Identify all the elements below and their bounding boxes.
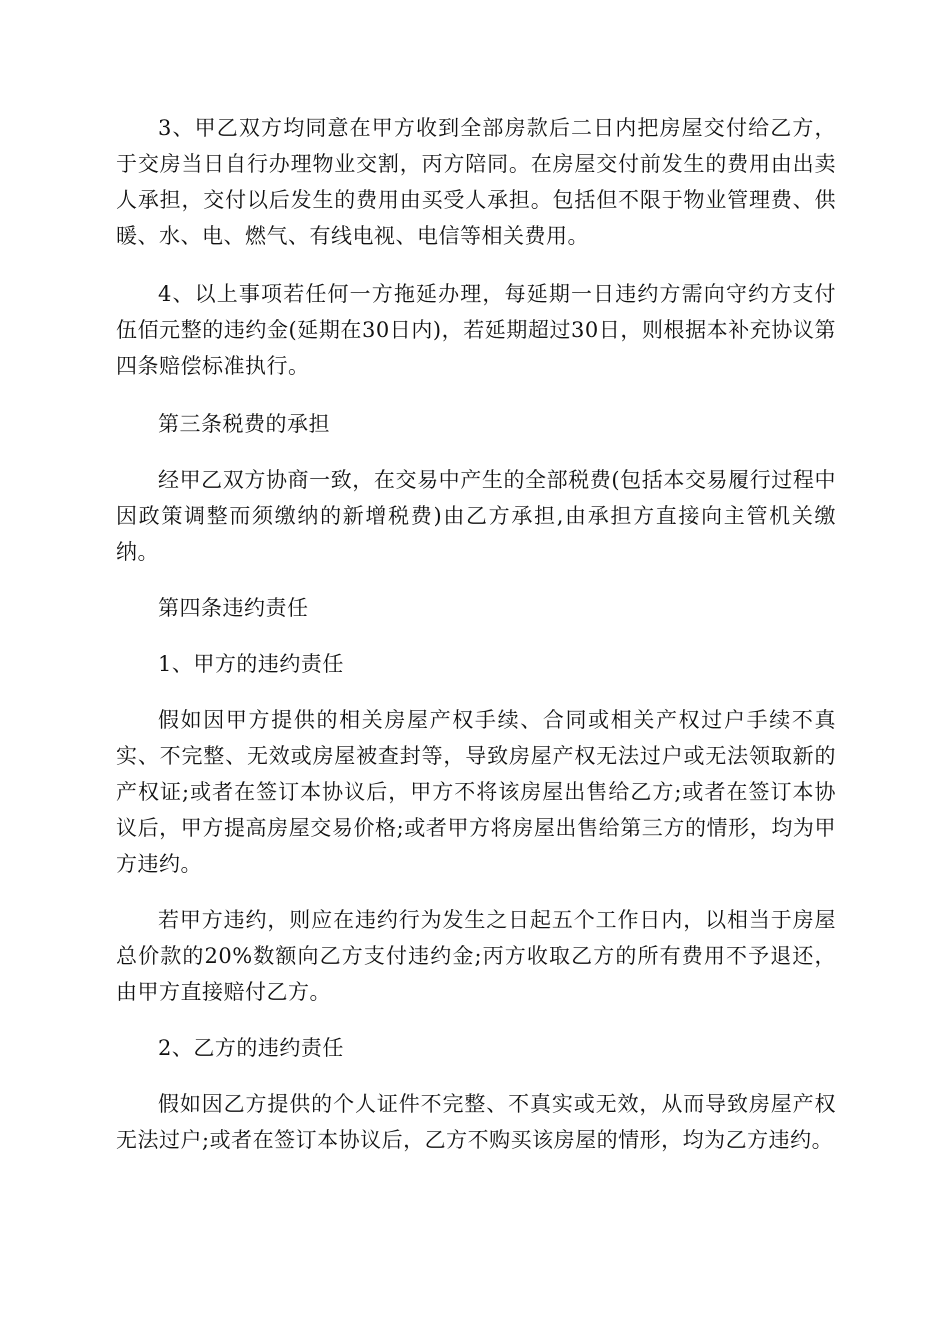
document-body xyxy=(116,110,836,1158)
subheading-party-b-breach: 2、乙方的违约责任 xyxy=(158,1036,344,1060)
subheading-party-a-breach: 1、甲方的违约责任 xyxy=(158,652,344,676)
section-heading-breach: 第四条违约责任 xyxy=(158,596,309,620)
section-heading-tax: 第三条税费的承担 xyxy=(158,412,330,436)
paragraph-tax-burden: 经甲乙双方协商一致，在交易中产生的全部税费(包括本交易履行过程中因政策调整而须缴纳的新增税费)由乙方承担,由承担方直接向主管机关缴纳。 xyxy=(116,468,836,564)
paragraph-clause-3-handover: 3、甲乙双方均同意在甲方收到全部房款后二日内把房屋交付给乙方，于交房当日自行办理物业交割，丙方陪同。在房屋交付前发生的费用由出卖人承担，交付以后发生的费用由买受人承担。包括但不限于物业管理费、供暖、水、电、燃气、有线电视、电信等相关费用。 xyxy=(116,116,836,248)
paragraph-party-a-breach-cases: 假如因甲方提供的相关房屋产权手续、合同或相关产权过户手续不真实、不完整、无效或房屋被查封等，导致房屋产权无法过户或无法领取新的产权证;或者在签订本协议后，甲方不将该房屋出售给乙方;或者在签订本协议后，甲方提高房屋交易价格;或者甲方将房屋出售给第三方的情形，均为甲方违约。 xyxy=(116,708,836,876)
paragraph-party-b-breach-cases: 假如因乙方提供的个人证件不完整、不真实或无效，从而导致房屋产权无法过户;或者在签订本协议后，乙方不购买该房屋的情形，均为乙方违约。 xyxy=(116,1092,836,1152)
paragraph-party-a-penalty: 若甲方违约，则应在违约行为发生之日起五个工作日内，以相当于房屋总价款的20%数额向乙方支付违约金;丙方收取乙方的所有费用不予退还，由甲方直接赔付乙方。 xyxy=(116,908,836,1004)
paragraph-clause-4-delay-penalty: 4、以上事项若任何一方拖延办理，每延期一日违约方需向守约方支付伍佰元整的违约金(延期在30日内)，若延期超过30日，则根据本补充协议第四条赔偿标准执行。 xyxy=(116,282,836,378)
